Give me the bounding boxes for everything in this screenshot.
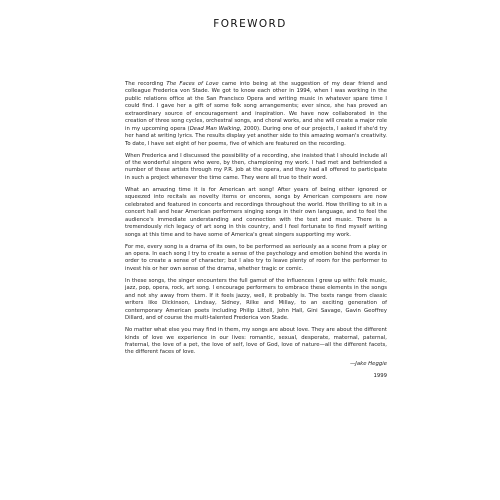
text-run: What an amazing time it is for American art song! After years of being either ignored or squeezed into recitals as novelty items or encores, songs by American composers are now celebrated and featured in concerts and recordings throughout the world. How thrilling to sit in a concert hall and hear American performers singing songs in their own language, and to feel the audience's immediate understanding and connection with the text and music. There is a tremendously rich legacy of art song in this country, and I feel fortunate to find myself writing songs at this time and to have some of America's great singers supporting my work. — [125, 186, 387, 238]
paragraph — [125, 153, 387, 183]
text-run: For me, every song is a drama of its own, to be performed as seriously as a scene from a play or an opera. In each song I try to create a sense of the psychology and emotion behind the words in order to create a sense of character; but I also try to leave plenty of room for the performer to invest his or her own sense of the drama, whether tragic or comic. — [125, 243, 387, 272]
paragraph — [125, 187, 387, 239]
signature-name: —Jake Heggie — [349, 361, 387, 368]
signature-year: 1999 — [373, 372, 387, 379]
paragraph — [125, 327, 387, 357]
text-run: , 2000). During one of our projects, I asked if she'd try her hand at writing lyrics. The results display yet another side to this amazing woman's creativity. To date, I have set eight of her poems, five of which are featured on the recording. — [125, 125, 387, 147]
text-run: No matter what else you may find in them, my songs are about love. They are about the different kinds of love we experience in our lives: romantic, sexual, desperate, maternal, paternal, fraternal, the love of a pet, the love of self, love of God, love of nature—all the different facets, the different faces of love. — [125, 327, 387, 356]
text-run: When Frederica and I discussed the possibility of a recording, she insisted that I should include all of the wonderful singers who were, by then, championing my work. I had met and befriended a number of these artists through my P.R. job at the opera, and they had all offered to participate in such a project whenever the time came. They were all true to their word. — [125, 152, 387, 181]
italic-title: The Faces of Love — [166, 81, 219, 87]
text-run: In these songs, the singer encounters the full gamut of the influences I grew up with: folk music, jazz, pop, opera, rock, art song. I encourage performers to embrace these elements in the songs and not shy away from them. If it feels jazzy, well, it probably is. The texts range from classic writers like Dickinson, Lindsay, Sidney, Rilke and Millay, to an exciting generation of contemporary American poets including Philip Littell, John Hall, Gini Savage, Gavin Geoffrey Dillard, and of course the multi-talented Frederica von Stade. — [125, 277, 387, 322]
foreword-body — [125, 81, 387, 384]
paragraph — [125, 244, 387, 274]
italic-title: Dead Man Walking — [189, 125, 240, 132]
page-title: FOREWORD — [213, 18, 287, 30]
paragraph — [125, 278, 387, 323]
paragraph — [125, 81, 387, 148]
text-run: The recording — [125, 81, 167, 87]
text-run: came into being at the suggestion of my dear friend and colleague Frederica von Stade. We got to know each other in 1994, when I was working in the public relations office at the San Francisco Opera and writing music in whatever spare time I could find. I gave her a gift of some folk song arrangements; ever since, she has proved an extraordinary source of encouragement and inspiration. We have now collaborated in the creation of three song cycles, orchestral songs, and choral works, and she will create a major role in my upcoming opera ( — [125, 81, 387, 132]
